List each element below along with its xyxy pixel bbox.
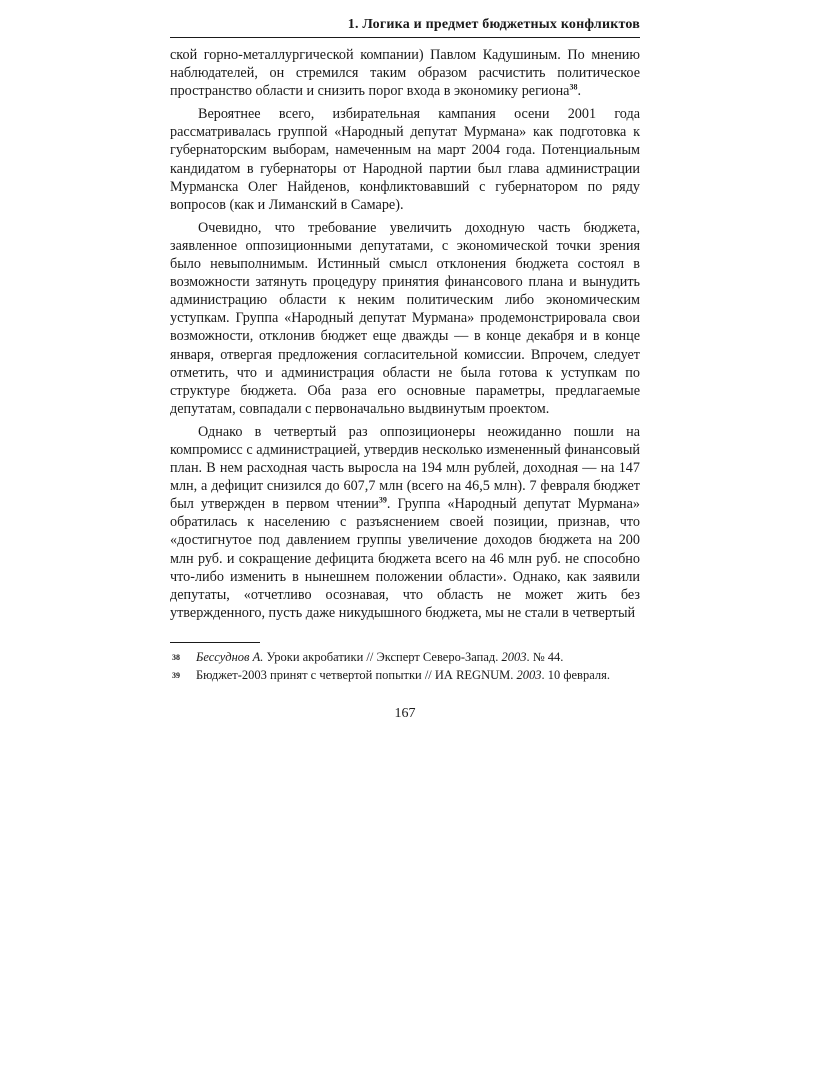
paragraph-1-text: ской горно-металлургической компании) Павлом Кадушиным. По мнению наблюдателей, он стремился таким образом расчистить политическое пространство области и снизить порог входа в экономику региона — [170, 47, 640, 100]
paragraph-4-tail: . Группа «Народный депутат Мурмана» обратилась к населению с разъяснением своей позиции, признав, что «достигнутое под давлением группы увеличение доходов бюджета на 200 млн руб. и сокращение дефицита бюджета всего на 46 млн руб. не способно что-либо изменить в нынешнем положении области». Однако, как заявили депутаты, «отчетливо осознавая, что область не может жить без утвержденного, пусть даже никудышного бюджета, мы не стали в четвертый — [170, 496, 640, 621]
paragraph-3-text: Очевидно, что требование увеличить доходную часть бюджета, заявленное оппозиционными депутатами, с экономической точки зрения было невыполнимым. Истинный смысл отклонения бюджета состоял в возможности затянуть процедуру принятия финансового плана и вынудить администрацию области к неким политическим либо экономическим уступкам. Группа «Народный депутат Мурмана» продемонстрировала свои возможности, отклонив бюджет еще дважды — в конце декабря и в конце января, отвергая предложения согласительной комиссии. Впрочем, следует отметить, что и администрация области не была готова к уступкам по структуре бюджета. Оба раза его основные параметры, предлагаемые депутатам, совпадали с первоначально выдвинутым проектом. — [170, 219, 640, 417]
footnote-title: Уроки акробатики // Эксперт Северо-Запад. — [263, 649, 502, 664]
book-page — [170, 16, 640, 722]
footnote-year: 2003 — [516, 667, 542, 682]
footnote-year: 2003 — [501, 649, 527, 664]
footnote-tail: . 10 февраля. — [541, 667, 610, 682]
paragraph-1-tail: . — [577, 83, 582, 100]
footnote-text — [196, 649, 640, 666]
body-text — [170, 46, 640, 622]
footnote-ref-39[interactable]: 39 — [378, 495, 387, 505]
footnote-divider — [170, 642, 260, 643]
paragraph-3 — [170, 219, 640, 418]
running-head: 1. Логика и предмет бюджетных конфликтов — [170, 16, 640, 38]
footnote-title: Бюджет-2003 принят с четвертой попытки // ИА REGNUM. — [196, 667, 517, 682]
page-number: 167 — [394, 705, 416, 721]
footnote-author: Бессуднов А. — [196, 649, 264, 664]
footnote-39 — [170, 667, 640, 684]
paragraph-4 — [170, 423, 640, 622]
paragraph-1 — [170, 46, 640, 100]
footnote-text — [196, 667, 640, 684]
footnote-38 — [170, 649, 640, 666]
paragraph-4-text: Однако в четвертый раз оппозиционеры неожиданно пошли на компромисс с администрацией, утвердив несколько измененный финансовый план. В нем расходная часть выросла на 194 млн рублей, доходная — на 147 млн, а дефицит снизился до 607,7 млн (всего на 46,5 млн). 7 февраля бюджет был утвержден в первом чтении — [170, 423, 640, 513]
paragraph-2 — [170, 105, 640, 214]
paragraph-2-text: Вероятнее всего, избирательная кампания осени 2001 года рассматривалась группой «Народный депутат Мурмана» как подготовка к губернаторским выборам, намеченным на март 2004 года. Потенциальным кандидатом в губернаторы от Народной партии был глава администрации Мурманска Олег Найденов, конфликтовавший с губернатором по ряду вопросов (как и Лиманский в Самаре). — [170, 106, 640, 213]
footnote-tail: . № 44. — [526, 649, 564, 664]
footnote-number: 39 — [172, 670, 180, 680]
footnote-number: 38 — [172, 652, 180, 662]
footnote-ref-38[interactable]: 38 — [569, 82, 578, 92]
